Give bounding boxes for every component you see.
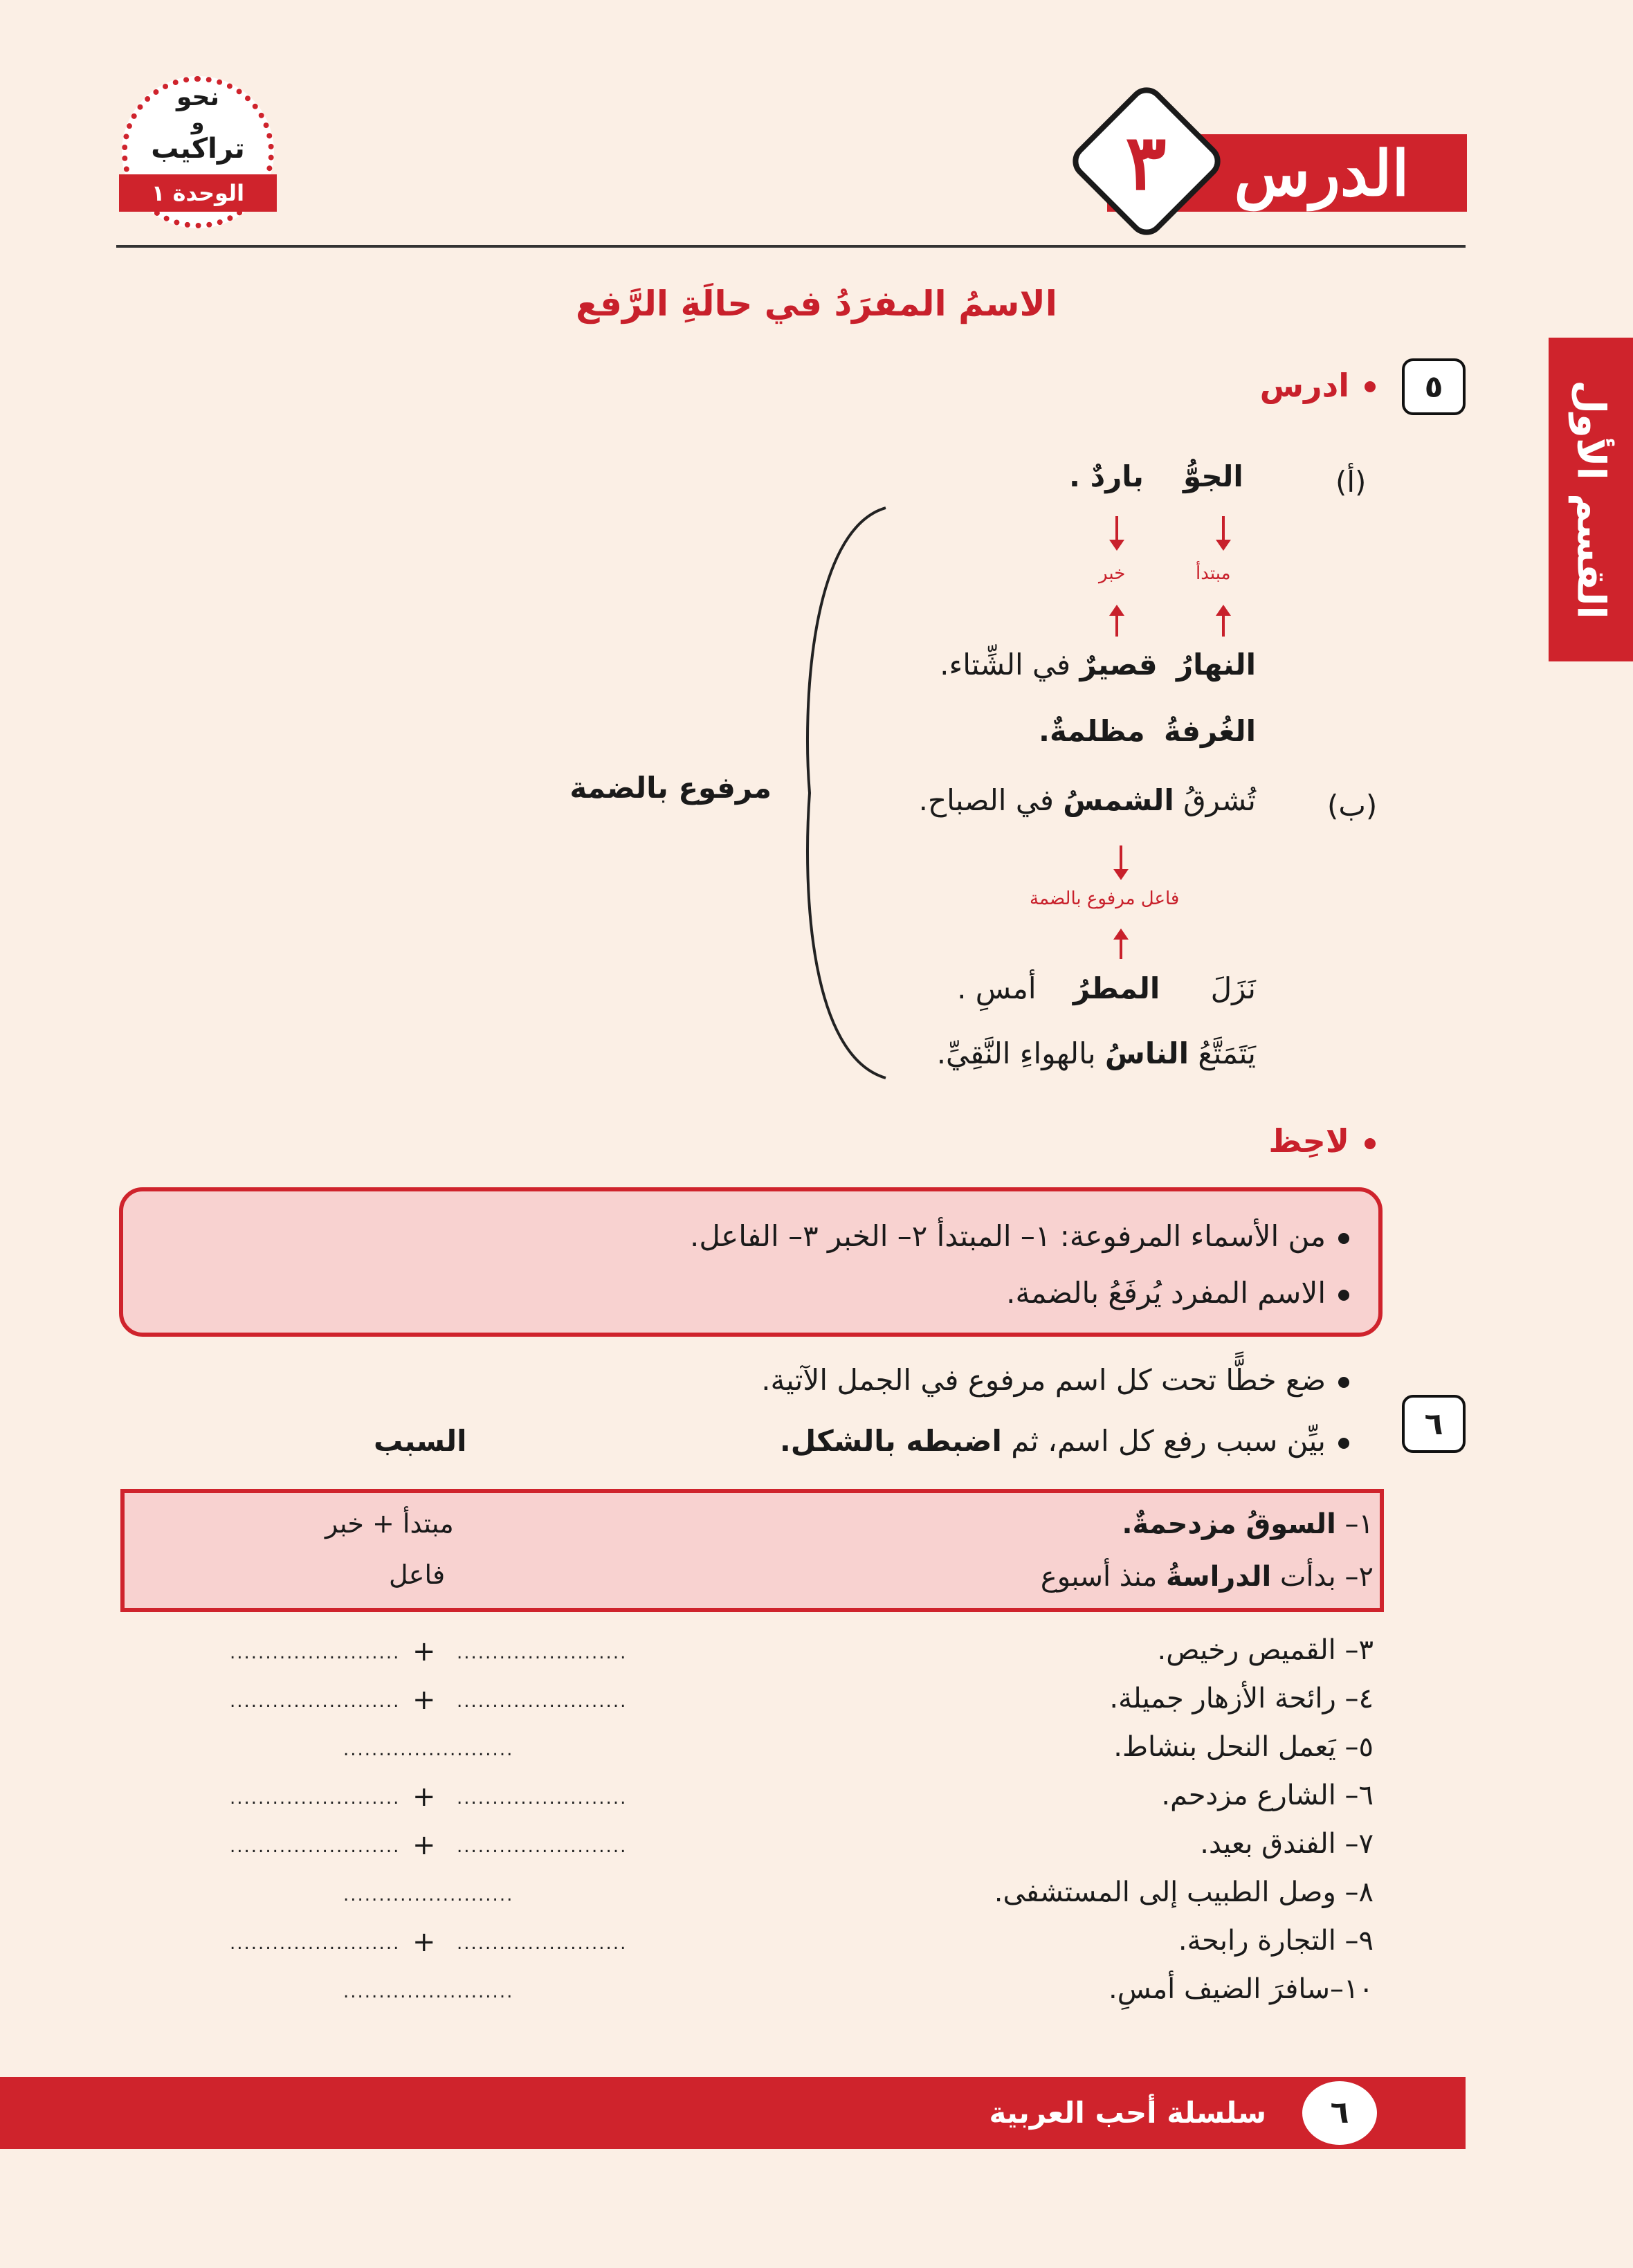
plus-sign: +: [412, 1781, 436, 1813]
notice-line-1: [690, 1219, 1349, 1253]
plus-sign: +: [412, 1684, 436, 1716]
example-2-post: منذ أسبوع: [1040, 1561, 1158, 1593]
notice-line-2-text: الاسم المفرد يُرفَعُ بالضمة.: [1006, 1276, 1326, 1310]
answer-blank[interactable]: ........................: [457, 1933, 628, 1954]
b-s2-verb: نَزَلَ: [1210, 971, 1256, 1005]
example-1: [1122, 1508, 1374, 1540]
example-2-bold: الدراسةُ: [1166, 1561, 1272, 1593]
badge-line1: نحو: [176, 83, 220, 111]
b-s1-verb: تُشرقُ: [1183, 783, 1256, 817]
answer-blank[interactable]: ........................: [343, 1982, 514, 2002]
plus-sign: +: [412, 1926, 436, 1958]
answer-blank[interactable]: ........................: [230, 1643, 401, 1663]
answer-blank[interactable]: ........................: [230, 1836, 401, 1857]
exercise-item-6: ٦– الشارع مزدحم.: [1161, 1780, 1374, 1811]
example-2-reason: فاعل: [389, 1560, 446, 1590]
answer-blank[interactable]: ........................: [343, 1739, 514, 1760]
answer-blank[interactable]: ........................: [343, 1885, 514, 1905]
section-6-number: ٦: [1402, 1395, 1466, 1453]
notice-heading: لاحِظ: [1268, 1122, 1349, 1160]
badge-line2: و: [191, 111, 205, 135]
notice-box: [119, 1187, 1383, 1337]
b-s2-rest: أمسِ .: [957, 971, 1037, 1005]
plus-sign: +: [412, 1636, 436, 1667]
a-s2-rest: في الشِّتاء.: [940, 648, 1071, 682]
example-1-reason: مبتدأ + خبر: [325, 1508, 454, 1539]
b-sentence-2: [957, 971, 1256, 1005]
a-s2-khabar: قصيرٌ: [1079, 648, 1158, 682]
exercise-item-3: ٣– القميص رخيص.: [1157, 1634, 1374, 1666]
b-sentence-3: [937, 1036, 1256, 1070]
b-s3-rest: بالهواءِ النَّقِيِّ.: [936, 1036, 1096, 1070]
side-tab-label: القسم الأول: [1568, 380, 1614, 619]
instruction-2: [780, 1424, 1349, 1458]
a-sentence-2: [940, 648, 1256, 682]
notice-line-2: [1006, 1276, 1349, 1310]
b-s1-rest: في الصباح.: [918, 783, 1054, 817]
label-fael: فاعل مرفوع بالضمة: [1030, 888, 1180, 909]
page-title: الاسمُ المفرَدُ في حالَةِ الرَّفع: [576, 284, 1057, 324]
footer-series: سلسلة أحب العربية: [989, 2096, 1266, 2130]
b-s3-verb: يَتَمَتَّعُ: [1198, 1036, 1256, 1070]
instruction-2-text: بيِّن سبب رفع كل اسم، ثم: [1011, 1424, 1326, 1458]
exercise-item-4: ٤– رائحة الأزهار جميلة.: [1109, 1683, 1374, 1714]
section-5-number: ٥: [1402, 358, 1466, 415]
exercise-item-7: ٧– الفندق بعيد.: [1200, 1828, 1374, 1860]
a-word-mubtada: الجوُّ: [1183, 459, 1243, 493]
a-s3-mubtada: الغُرفةُ: [1164, 714, 1256, 748]
notice-line-1-text: من الأسماء المرفوعة: ١– المبتدأ ٢– الخبر ٣– الفاعل.: [689, 1219, 1326, 1253]
exercise-item-9: ٩– التجارة رابحة.: [1178, 1925, 1374, 1957]
section-5-bullet: [1365, 379, 1376, 392]
arrow-from-mubtada: [1222, 614, 1225, 637]
answer-blank[interactable]: ........................: [457, 1691, 628, 1712]
side-tab: [1549, 338, 1633, 661]
a-s2-mubtada: النهارُ: [1176, 648, 1256, 682]
plus-sign: +: [412, 1829, 436, 1861]
arrow-to-khabar: [1115, 516, 1118, 541]
arrow-from-fael: [1120, 938, 1122, 959]
a-s3-khabar: مظلمةٌ.: [1039, 714, 1145, 748]
answer-blank[interactable]: ........................: [457, 1643, 628, 1663]
page-number: ٦: [1302, 2081, 1377, 2145]
exercise-item-5: ٥– يَعمل النحل بنشاط.: [1113, 1731, 1374, 1763]
example-2: [1041, 1561, 1374, 1593]
instruction-2-bold: اضبطه بالشكل.: [779, 1424, 1002, 1458]
arrow-to-fael: [1120, 845, 1122, 870]
a-sentence-3: [1039, 714, 1256, 748]
a-word-khabar: باردٌ .: [1069, 459, 1144, 493]
answer-blank[interactable]: ........................: [230, 1933, 401, 1954]
example-2-number: ٢–: [1344, 1561, 1374, 1593]
unit-label: الوحدة ١: [119, 174, 277, 212]
label-mubtada: مبتدأ: [1196, 563, 1231, 584]
reason-header: السبب: [374, 1424, 467, 1458]
instruction-1-text: ضع خطًّا تحت كل اسم مرفوع في الجمل الآتية.: [761, 1363, 1326, 1397]
example-2-pre: بدأت: [1279, 1561, 1336, 1593]
header-rule: [116, 245, 1466, 248]
section-5-heading: ادرس: [1259, 367, 1349, 404]
part-b-label: (ب): [1327, 789, 1378, 823]
answer-blank[interactable]: ........................: [230, 1788, 401, 1809]
b-s3-fael: الناسُ: [1104, 1036, 1189, 1070]
arrow-from-khabar: [1115, 614, 1118, 637]
instruction-1: [761, 1363, 1349, 1397]
example-1-number: ١–: [1344, 1508, 1374, 1540]
answer-blank[interactable]: ........................: [457, 1836, 628, 1857]
badge-line3: تراكيب: [151, 133, 245, 165]
notice-bullet: [1365, 1136, 1376, 1149]
b-s1-fael: الشمسُ: [1063, 783, 1174, 817]
answer-blank[interactable]: ........................: [457, 1788, 628, 1809]
b-s2-fael: المطرُ: [1073, 971, 1160, 1005]
example-1-text: السوقُ مزدحمةٌ.: [1122, 1508, 1336, 1540]
label-khabar: خبر: [1099, 563, 1126, 584]
answer-blank[interactable]: ........................: [230, 1691, 401, 1712]
brace-label: مرفوع بالضمة: [569, 771, 772, 805]
lesson-label: الدرس: [1234, 137, 1410, 210]
lesson-number: ٣: [1125, 118, 1167, 207]
exercise-item-10: ١٠–سافرَ الضيف أمسِ.: [1108, 1973, 1374, 2005]
exercise-item-8: ٨– وصل الطبيب إلى المستشفى.: [994, 1876, 1374, 1908]
topic-badge: [116, 76, 280, 212]
arrow-to-mubtada: [1222, 516, 1225, 541]
example-box: [120, 1489, 1384, 1612]
grouping-brace: [789, 502, 893, 1083]
b-sentence-1: [919, 783, 1256, 817]
part-a-label: (أ): [1335, 465, 1367, 499]
